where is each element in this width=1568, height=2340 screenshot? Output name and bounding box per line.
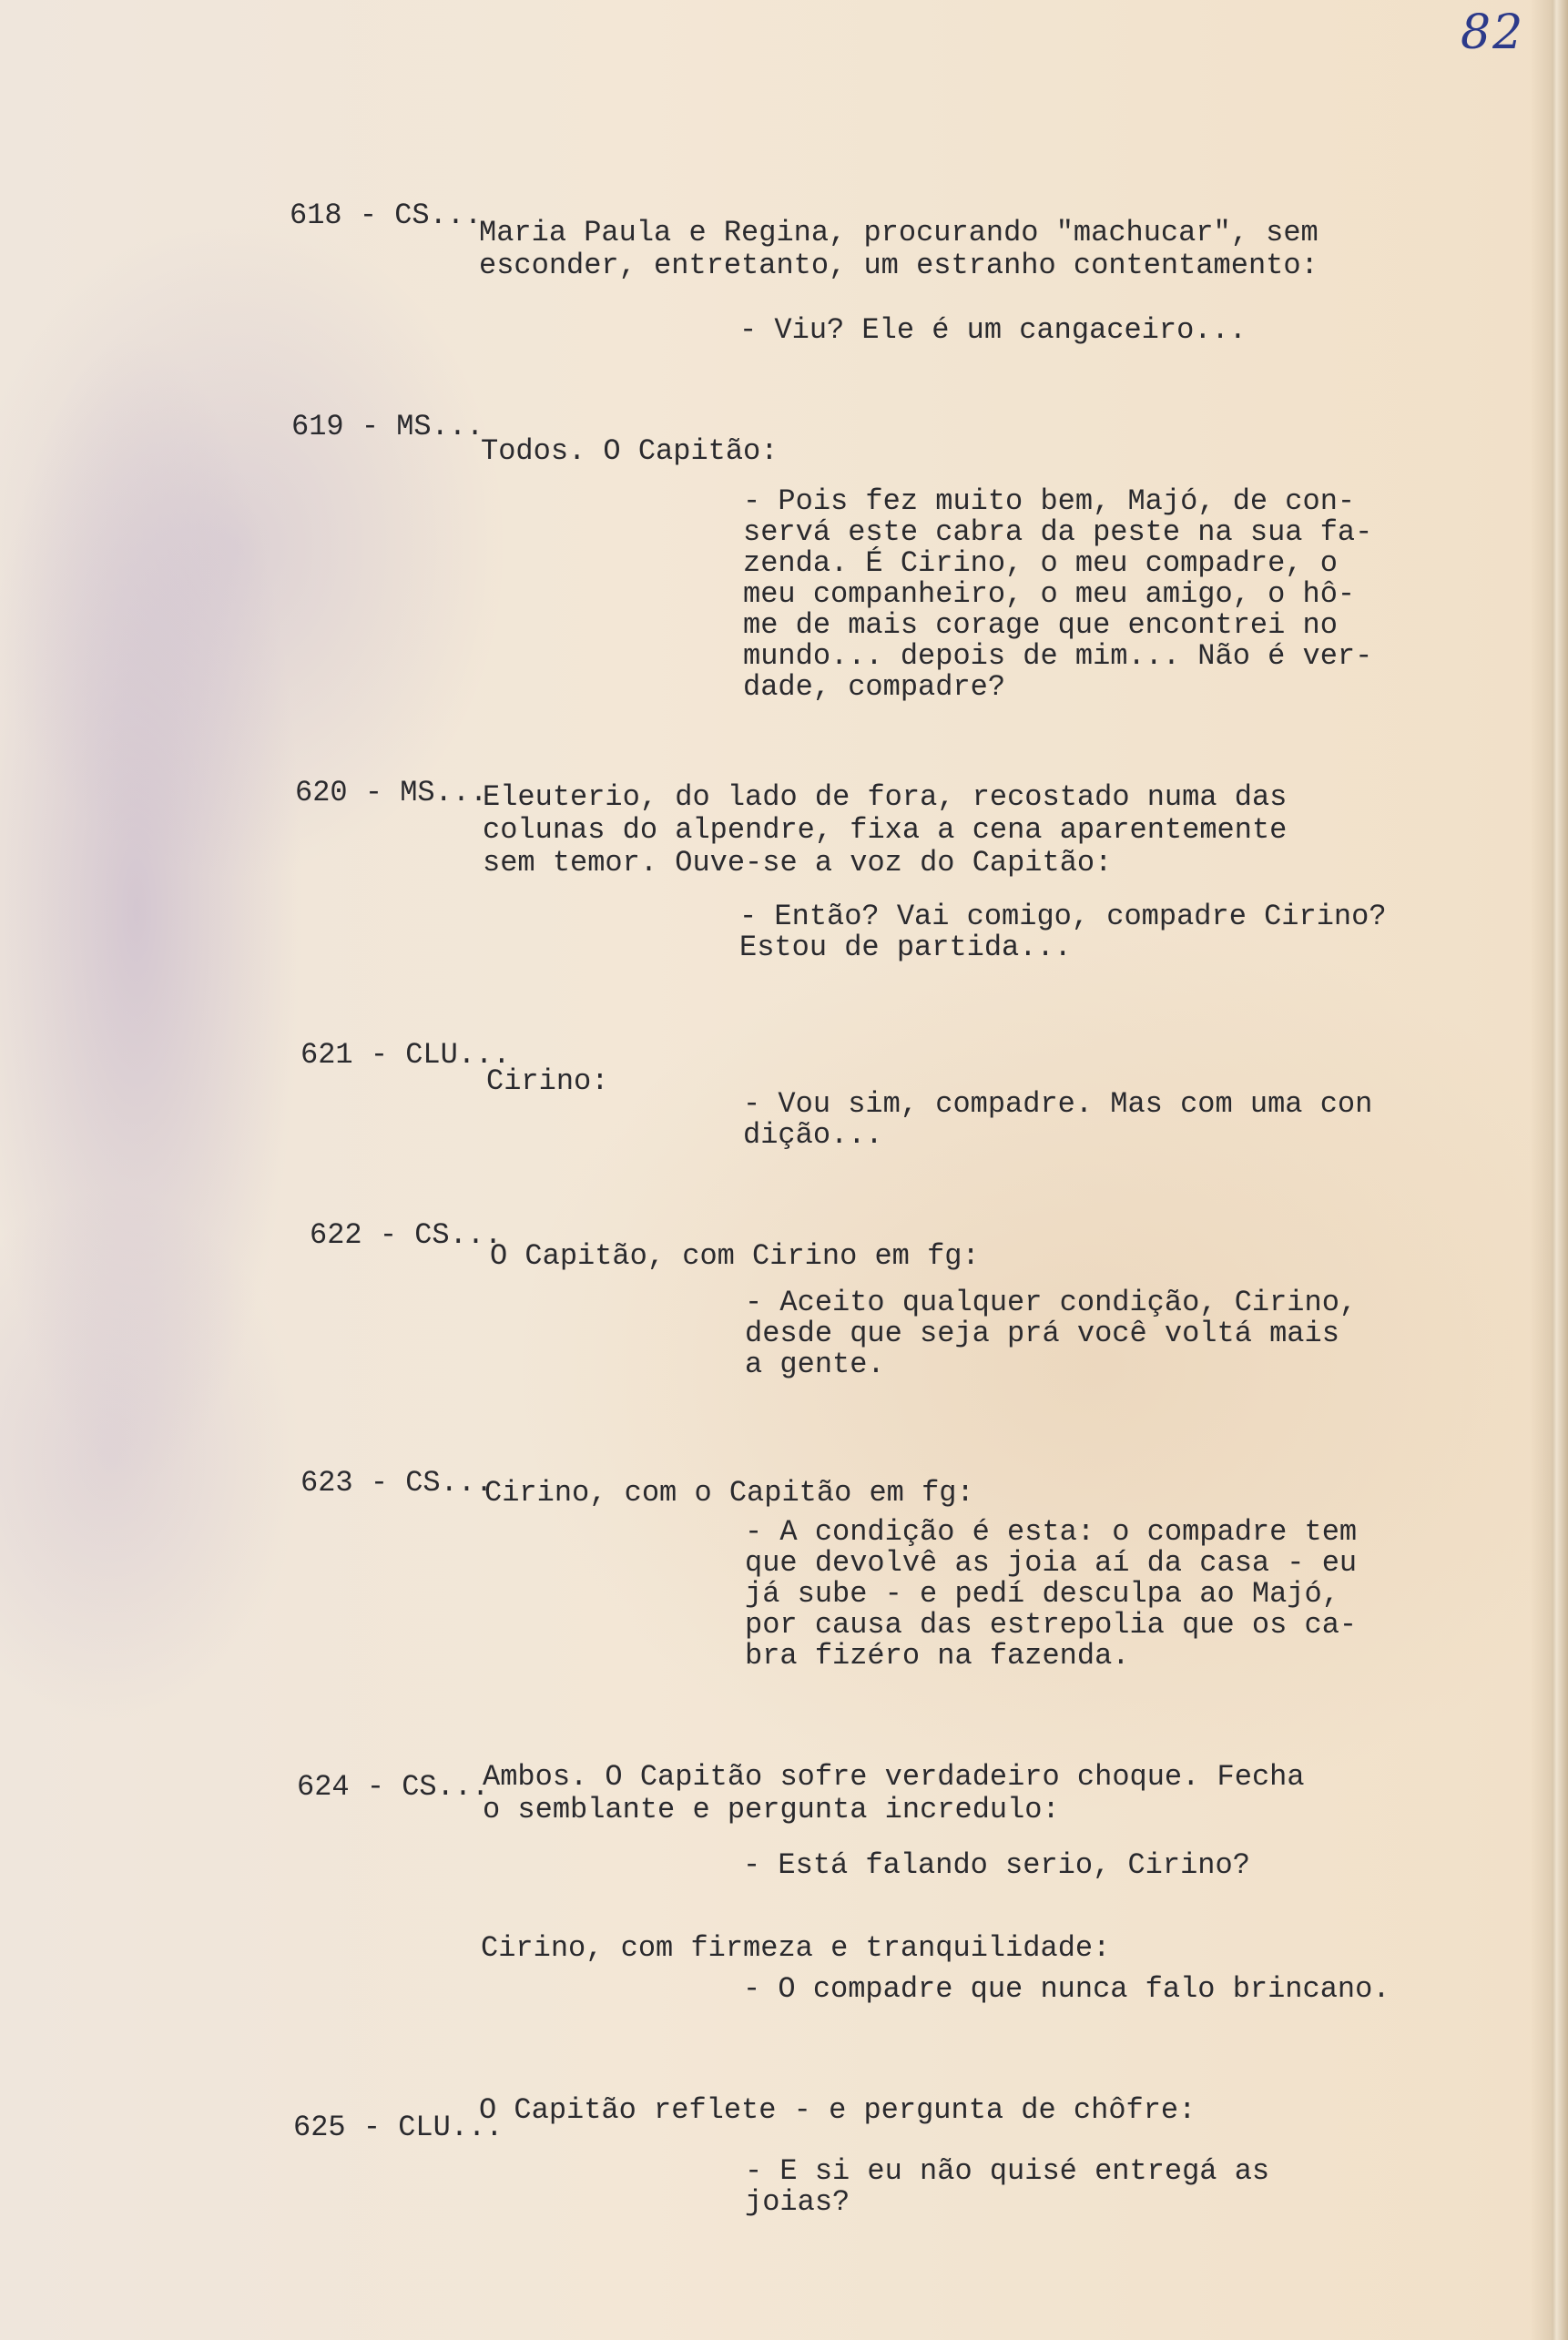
dialogue-line: - Está falando serio, Cirino?: [743, 1848, 1250, 1882]
scene-description: Eleuterio, do lado de fora, recostado numa das colunas do alpendre, fixa a cena aparentemente sem temor. Ouve-se a voz do Capitão:: [483, 780, 1288, 880]
scene-description: O Capitão, com Cirino em fg:: [490, 1239, 980, 1273]
shot-number: 624 - CS...: [297, 1770, 490, 1804]
shot-number: 620 - MS...: [295, 776, 488, 809]
page-edge: [1530, 0, 1568, 2340]
page-number: 82: [1461, 5, 1525, 60]
scene-description: Todos. O Capitão:: [481, 434, 779, 468]
dialogue-line: - A condição é esta: o compadre tem que devolvê as joia aí da casa - eu já sube - e pedí desculpa ao Majó, por causa das estrepolia que os ca- bra fizéro na fazenda.: [745, 1515, 1358, 1673]
scene-description: Cirino, com firmeza e tranquilidade:: [481, 1931, 1111, 1965]
dialogue-line: - O compadre que nunca falo brincano.: [743, 1972, 1390, 2006]
scene-description: Cirino, com o Capitão em fg:: [484, 1476, 974, 1510]
dialogue-line: - Então? Vai comigo, compadre Cirino? Estou de partida...: [739, 900, 1387, 964]
shot-number: 625 - CLU...: [293, 2111, 504, 2144]
scene-description: Cirino:: [486, 1064, 609, 1098]
scene-description: O Capitão reflete - e pergunta de chôfre:: [479, 2093, 1196, 2127]
shot-number: 623 - CS...: [300, 1466, 494, 1500]
dialogue-line: - Pois fez muito bem, Majó, de con- servá este cabra da peste na sua fa- zenda. É Cirino, o meu compadre, o meu companheiro, o meu amigo, o hô- me de mais corage que encontrei no mundo... depois de mim... Não é ver- dade, compadre?: [743, 484, 1373, 704]
scene-description: Ambos. O Capitão sofre verdadeiro choque. Fecha o semblante e pergunta incredulo:: [483, 1760, 1305, 1826]
shot-number: 622 - CS...: [310, 1218, 503, 1252]
dialogue-line: - Vou sim, compadre. Mas com uma con dição...: [743, 1087, 1373, 1152]
shot-number: 619 - MS...: [291, 410, 484, 443]
dialogue-line: - Aceito qualquer condição, Cirino, desde que seja prá você voltá mais a gente.: [745, 1286, 1358, 1381]
shot-number: 618 - CS...: [290, 198, 483, 232]
dialogue-line: - E si eu não quisé entregá as joias?: [745, 2154, 1270, 2219]
scene-description: Maria Paula e Regina, procurando "machucar", sem esconder, entretanto, um estranho contentamento:: [479, 216, 1319, 282]
shot-number: 621 - CLU...: [300, 1038, 511, 1072]
dialogue-line: - Viu? Ele é um cangaceiro...: [739, 313, 1247, 347]
